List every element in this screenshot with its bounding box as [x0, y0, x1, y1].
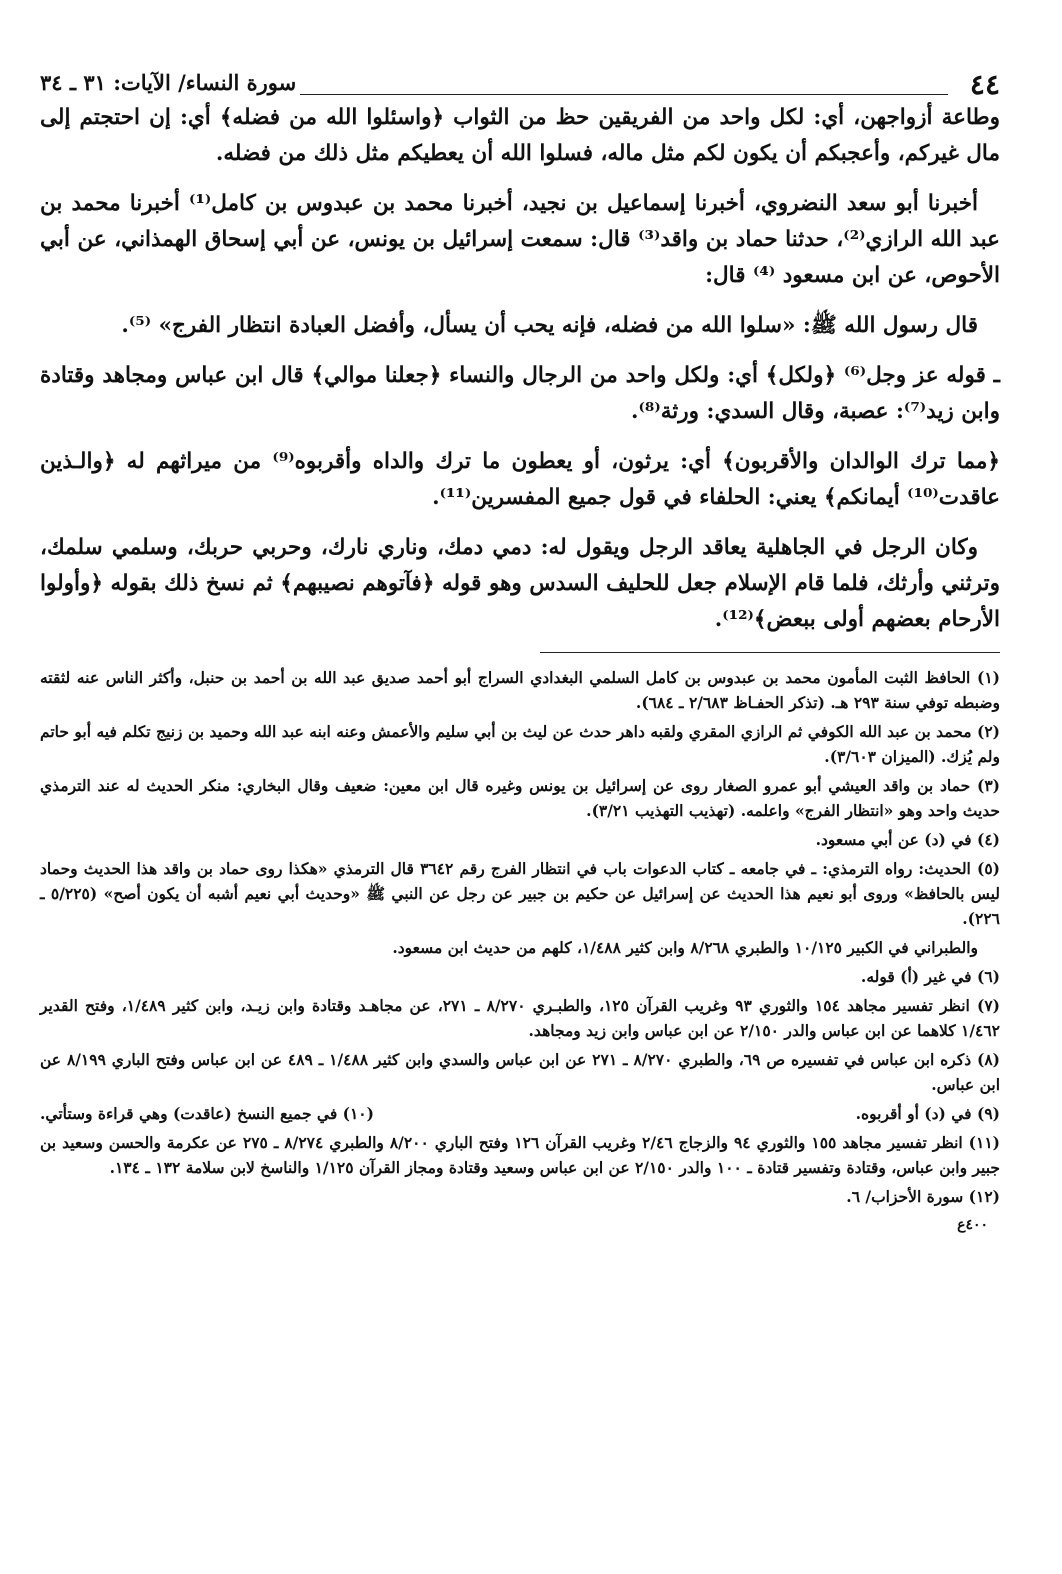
page-number: ٤٤ — [969, 68, 1000, 101]
footnote-5-continued: والطبراني في الكبير ١٠/١٢٥ والطبري ٨/٢٦٨ وابن كثير ١/٤٨٨، كلهم من حديث ابن مسعود. — [392, 938, 978, 957]
footnote-10: (١٠) في جميع النسخ (عاقدت) وهي قراءة وستأتي. — [40, 1104, 374, 1123]
footnote-9: (٩) في (د) أو أقربوه. — [855, 1104, 1000, 1123]
book-page — [40, 60, 1000, 1560]
footnote-11: (١١) انظر تفسير مجاهد ١٥٥ والثوري ٩٤ والزجاج ٢/٤٦ وغريب القرآن ١٢٦ وفتح الباري ٨/٢٠٠ والطبري ٨/٢٧٤ ـ ٢٧٥ عن عكرمة والحسن وسعيد بن جبير وابن عباس، وقتادة وتفسير قتادة ـ ١٠٠ والدر ٢/١٥٠ عن ابن عباس وسعيد وقتادة ومجاز القرآن ١/١٢٥ والناسخ لابن سلامة ١٣٢ ـ ١٣٤. — [40, 1133, 1000, 1177]
paragraph-4: ـ قوله عز وجل⁽⁶⁾ ﴿ولكل﴾ أي: ولكل واحد من الرجال والنساء ﴿جعلنا موالي﴾ قال ابن عباس ومجاهد وقتادة وابن زيد⁽⁷⁾: عصبة، وقال السدي: ورثة⁽⁸⁾. — [40, 363, 1000, 424]
paragraph-5: ﴿مما ترك الوالدان والأقربون﴾ أي: يرثون، أو يعطون ما ترك والداه وأقربوه⁽⁹⁾ من ميراثهم له ﴿والـذين عاقدت⁽¹⁰⁾ أيمانكم﴾ يعني: الحلفاء في قول جميع المفسرين⁽¹¹⁾. — [40, 449, 1000, 510]
signature-mark: ٤٠٠ع — [957, 1217, 988, 1233]
footnote-8: (٨) ذكره ابن عباس في تفسيره ص ٦٩، والطبري ٨/٢٧٠ ـ ٢٧١ عن ابن عباس والسدي وابن كثير ١/٤٨٨ ـ ٤٨٩ عن ابن عباس وفتح الباري ٨/١٩٩ عن ابن عباس. — [40, 1050, 1000, 1094]
footnote-4: (٤) في (د) عن أبي مسعود. — [815, 830, 1000, 849]
footnotes — [40, 665, 1000, 1238]
paragraph-2: أخبرنا أبو سعد النضروي، أخبرنا إسماعيل بن نجيد، أخبرنا محمد بن عبدوس بن كامل⁽¹⁾ أخبرنا محمد بن عبد الله الرازي⁽²⁾، حدثنا حماد بن واقد⁽³⁾ قال: سمعت إسرائيل بن يونس، عن أبي إسحاق الهمذاني، عن أبي الأحوص، عن ابن مسعود ⁽⁴⁾ قال: — [40, 191, 1000, 288]
footnote-1: (١) الحافظ الثبت المأمون محمد بن عبدوس بن كامل السلمي البغدادي السراج أبو أحمد صديق عبد الله بن أحمد بن حنبل، وأكثر الناس عنه لثقته وضبطه توفي سنة ٢٩٣ هـ. (تذكر الحفـاظ ٢/٦٨٣ ـ ٦٨٤). — [40, 668, 1000, 712]
footnote-2: (٢) محمد بن عبد الله الكوفي ثم الرازي المقري ولقبه داهر حدث عن ليث بن أبي سليم والأعمش وعنه ابنه عبد الله وحميد بن زنيج تكلم فيه أبو حاتم ولم يُزك. (الميزان ٣/٦٠٣). — [40, 722, 1000, 766]
paragraph-1: وطاعة أزواجهن، أي: لكل واحد من الفريقين حظ من الثواب ﴿واسئلوا الله من فضله﴾ أي: إن احتجتم إلى مال غيركم، وأعجبكم أن يكون لكم مثل ماله، فسلوا الله أن يعطيكم مثل ذلك من فضله. — [40, 105, 1000, 166]
footnote-6: (٦) في غير (أ) قوله. — [860, 967, 1000, 986]
main-text — [40, 100, 1000, 638]
footnote-separator — [540, 652, 1000, 653]
footnote-3: (٣) حماد بن واقد العيشي أبو عمرو الصغار روى عن إسرائيل بن يونس وغيره قال ابن معين: ضعيف وقال البخاري: منكر الحديث له عند الترمذي حديث واحد وهو «انتظار الفرج» واعلمه. (تهذيب التهذيب ٣/٢١). — [40, 776, 1000, 820]
footnote-7: (٧) انظر تفسير مجاهد ١٥٤ والثوري ٩٣ وغريب القرآن ١٢٥، والطبـري ٨/٢٧٠ ـ ٢٧١، عن مجاهـد وقتادة وابن زيـد، وابن كثير ١/٤٨٩، وفتح القدير ١/٤٦٢ كلاهما عن ابن عباس والدر ٢/١٥٠ عن ابن عباس وابن زيد ومجاهد. — [40, 996, 1000, 1040]
page-header — [40, 60, 1000, 100]
running-title: سورة النساء/ الآيات: ٣١ ـ ٣٤ — [40, 70, 297, 95]
footnote-9-10-row — [40, 1101, 1000, 1126]
header-rule — [300, 94, 948, 95]
footnote-5: (٥) الحديث: رواه الترمذي: ـ في جامعه ـ كتاب الدعوات باب في انتظار الفرج رقم ٣٦٤٢ قال الترمذي «هكذا روى حماد بن واقد هذا الحديث وحماد ليس بالحافظ» وروى أبو نعيم هذا الحديث عن إسرائيل عن حكيم بن جبير عن رجل عن النبي ﷺ «وحديث أبي نعيم أشبه أن يكون أصح» (٥/٢٢٥ ـ ٢٢٦). — [40, 859, 1001, 928]
paragraph-3: قال رسول الله ﷺ: «سلوا الله من فضله، فإنه يحب أن يسأل، وأفضل العبادة انتظار الفرج» ⁽⁵⁾. — [121, 313, 978, 338]
footnote-12: (١٢) سورة الأحزاب/ ٦. — [846, 1187, 1000, 1206]
paragraph-6: وكان الرجل في الجاهلية يعاقد الرجل ويقول له: دمي دمك، وناري نارك، وحربي حربك، وسلمي سلمك، وترثني وأرثك، فلما قام الإسلام جعل للحليف السدس وهو قوله ﴿فآتوهم نصيبهم﴾ ثم نسخ ذلك بقوله ﴿وأولوا الأرحام بعضهم أولى ببعض﴾⁽¹²⁾. — [40, 535, 1000, 632]
